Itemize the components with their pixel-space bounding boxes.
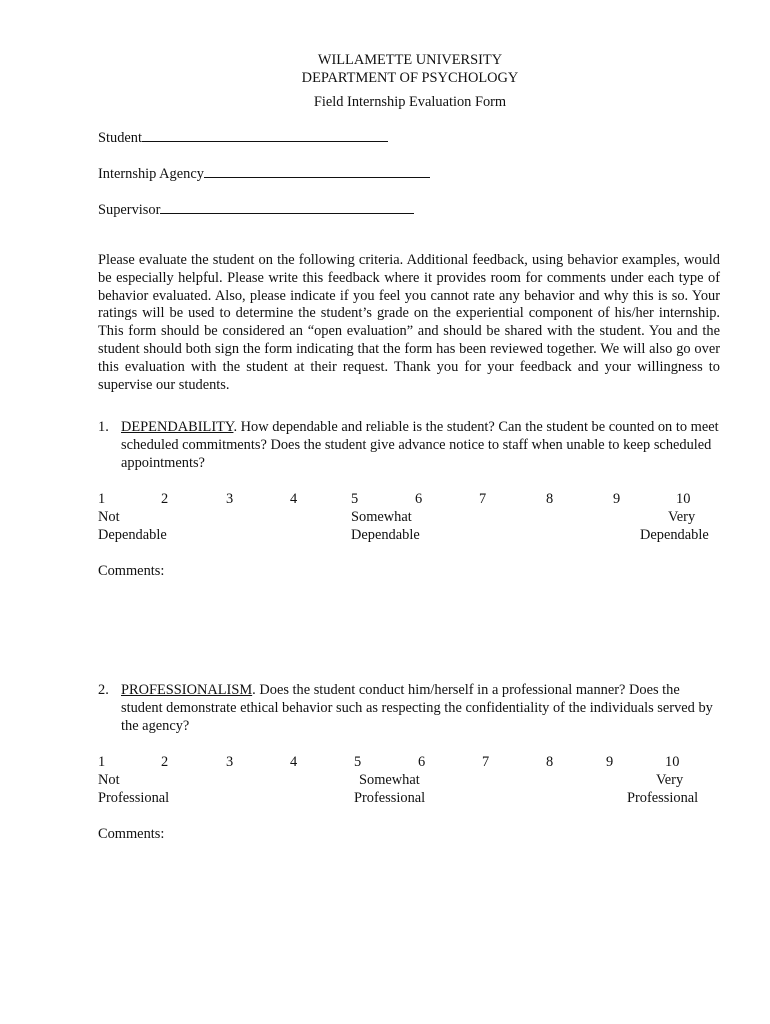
scale-1[interactable]: 1 bbox=[98, 754, 106, 770]
scale-2[interactable]: 2 bbox=[161, 754, 169, 770]
high-label-line2: Dependable bbox=[640, 527, 709, 543]
agency-field bbox=[98, 164, 430, 183]
comments-label-professionalism: Comments: bbox=[98, 826, 165, 842]
agency-blank[interactable] bbox=[204, 164, 430, 178]
mid-label-line2: Dependable bbox=[351, 527, 420, 543]
scale-9[interactable]: 9 bbox=[606, 754, 614, 770]
question-text-block bbox=[121, 418, 720, 472]
mid-label-line1: Somewhat bbox=[359, 772, 420, 788]
question-text: . How dependable and reliable is the student? Can the student be counted on to meet scheduled commitments? Does the student give advance notice to staff when unable to keep scheduled appointments? bbox=[121, 419, 719, 471]
question-number: 2. bbox=[98, 682, 109, 698]
scale-8[interactable]: 8 bbox=[546, 754, 554, 770]
comments-label-dependability: Comments: bbox=[98, 563, 165, 579]
student-blank[interactable] bbox=[142, 128, 388, 142]
supervisor-label: Supervisor bbox=[98, 202, 161, 218]
question-dependability bbox=[98, 418, 720, 472]
scale-10[interactable]: 10 bbox=[665, 754, 680, 770]
scale-4[interactable]: 4 bbox=[290, 754, 298, 770]
low-label-line1: Not bbox=[98, 772, 120, 788]
scale-3[interactable]: 3 bbox=[226, 754, 234, 770]
high-label-line1: Very bbox=[668, 509, 696, 525]
scale-10[interactable]: 10 bbox=[676, 491, 691, 507]
mid-label-line2: Professional bbox=[354, 790, 426, 806]
question-title: DEPENDABILITY bbox=[121, 419, 234, 435]
question-professionalism bbox=[98, 681, 720, 735]
high-label-line1: Very bbox=[656, 772, 684, 788]
question-text: . Does the student conduct him/herself in a professional manner? Does the student demonstrate ethical behavior such as respecting the confidentiality of the individuals served by the agency? bbox=[121, 682, 713, 734]
university-name: WILLAMETTE UNIVERSITY bbox=[317, 52, 503, 68]
scale-7[interactable]: 7 bbox=[482, 754, 490, 770]
instructions-paragraph: Please evaluate the student on the following criteria. Additional feedback, using behavior examples, would be especially helpful. Please write this feedback where it provides room for comments under each type of behavior evaluated. Also, please indicate if you feel you cannot rate any behavior and why this is so. Your ratings will be used to determine the student’s grade on the experiential component of his/her internship. This form should be considered an “open evaluation” and should be shared with the student. You and the student should both sign the form indicating that the form has been reviewed together. We will also go over this evaluation with the student at their request. Thank you for your feedback and your willingness to supervise our students. bbox=[98, 252, 720, 393]
question-number: 1. bbox=[98, 419, 109, 435]
student-field bbox=[98, 128, 388, 147]
scale-2[interactable]: 2 bbox=[161, 491, 169, 507]
low-label-line2: Professional bbox=[98, 790, 170, 806]
scale-5[interactable]: 5 bbox=[354, 754, 362, 770]
question-title: PROFESSIONALISM bbox=[121, 682, 253, 698]
supervisor-field bbox=[98, 200, 414, 219]
scale-6[interactable]: 6 bbox=[418, 754, 426, 770]
scale-6[interactable]: 6 bbox=[415, 491, 423, 507]
high-label-line2: Professional bbox=[627, 790, 699, 806]
low-label-line2: Dependable bbox=[98, 527, 167, 543]
student-label: Student bbox=[98, 130, 142, 146]
scale-8[interactable]: 8 bbox=[546, 491, 554, 507]
agency-label: Internship Agency bbox=[98, 166, 204, 182]
supervisor-blank[interactable] bbox=[160, 200, 414, 214]
scale-3[interactable]: 3 bbox=[226, 491, 234, 507]
mid-label-line1: Somewhat bbox=[351, 509, 412, 525]
question-text-block bbox=[121, 681, 720, 735]
low-label-line1: Not bbox=[98, 509, 120, 525]
scale-7[interactable]: 7 bbox=[479, 491, 487, 507]
form-title: Field Internship Evaluation Form bbox=[313, 94, 507, 110]
scale-4[interactable]: 4 bbox=[290, 491, 298, 507]
scale-1[interactable]: 1 bbox=[98, 491, 106, 507]
scale-5[interactable]: 5 bbox=[351, 491, 359, 507]
scale-9[interactable]: 9 bbox=[613, 491, 621, 507]
department-name: DEPARTMENT OF PSYCHOLOGY bbox=[301, 70, 519, 86]
